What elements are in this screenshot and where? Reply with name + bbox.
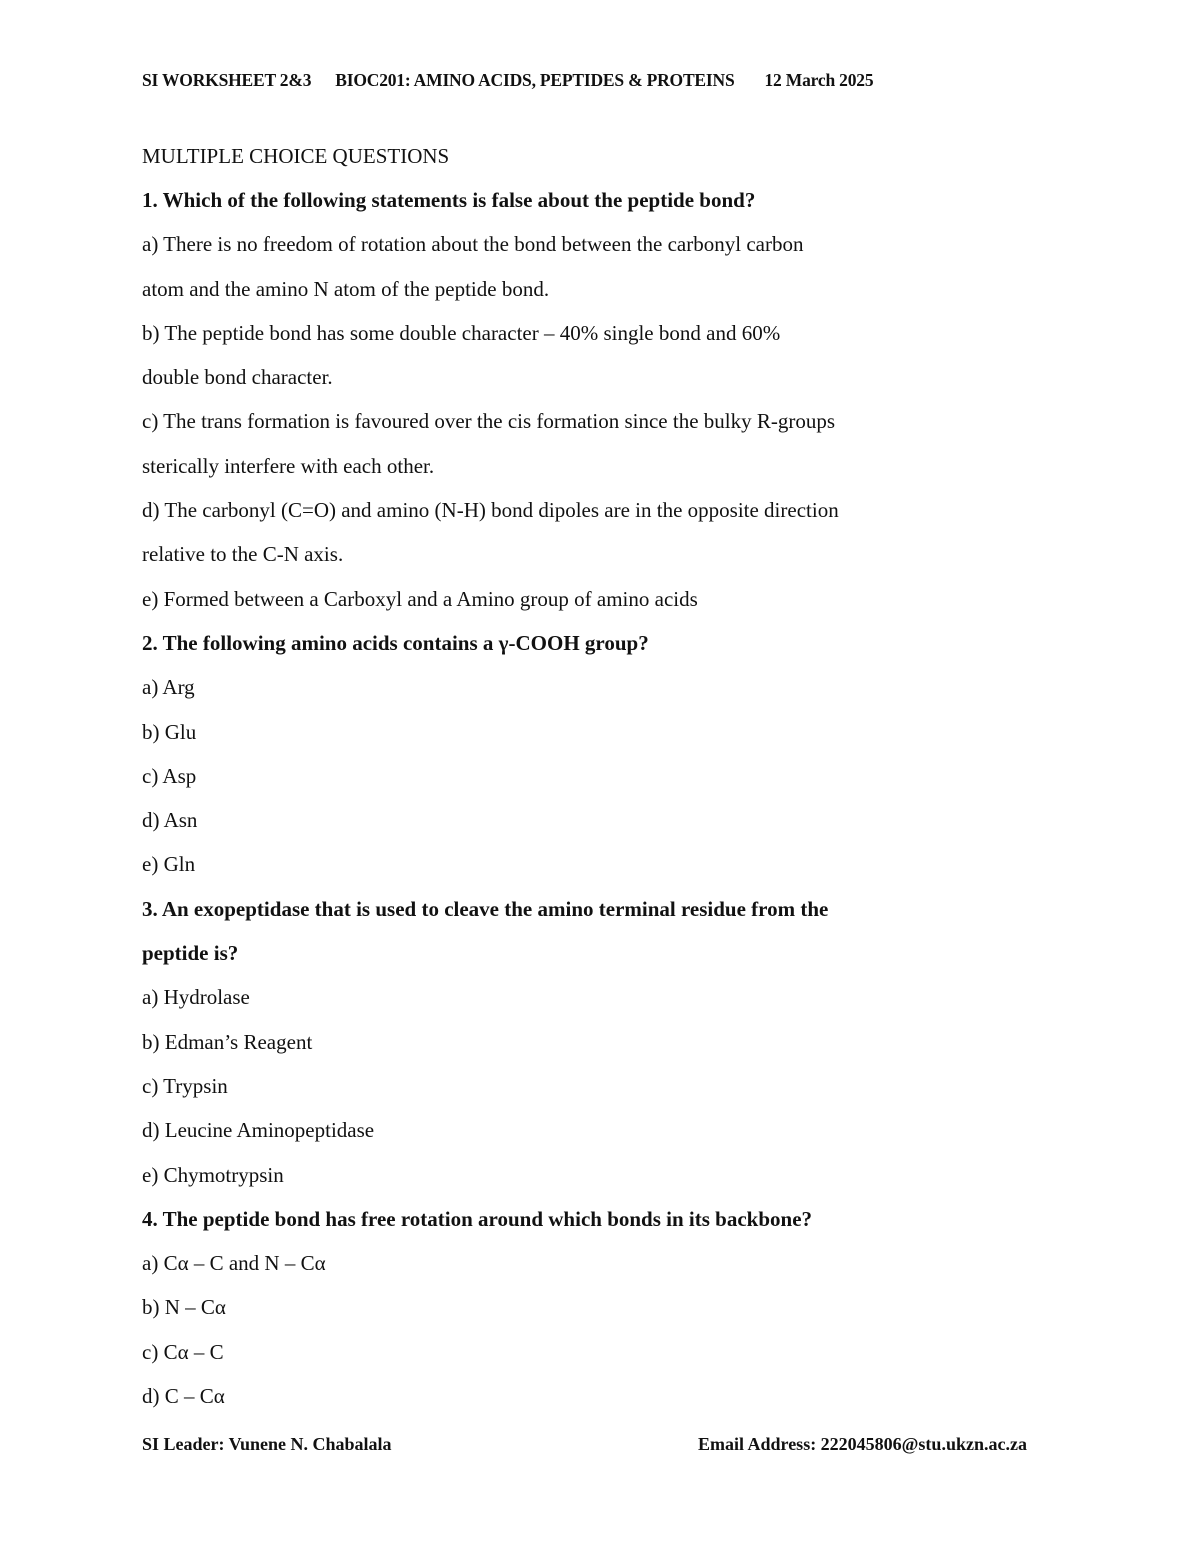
q4-option-b: b) N – Cα xyxy=(142,1295,226,1320)
q4-option-d: d) C – Cα xyxy=(142,1384,225,1409)
q2-option-a: a) Arg xyxy=(142,675,195,700)
q1-option-d: d) The carbonyl (C=O) and amino (N-H) bond dipoles are in the opposite direction xyxy=(142,498,839,523)
q1-option-a-cont: atom and the amino N atom of the peptide bond. xyxy=(142,276,550,301)
footer-si-leader: SI Leader: Vunene N. Chabalala xyxy=(142,1434,392,1454)
q1-option-e: e) Formed between a Carboxyl and a Amino group of amino acids xyxy=(142,586,698,611)
question-1: 1. Which of the following statements is false about the peptide bond? xyxy=(142,188,756,212)
q3-option-a: a) Hydrolase xyxy=(142,985,250,1010)
footer-email-address: Email Address: 222045806@stu.ukzn.ac.za xyxy=(698,1434,1027,1454)
q1-option-d-cont: relative to the C-N axis. xyxy=(142,542,344,567)
q2-option-b: b) Glu xyxy=(142,719,197,744)
section-title: MULTIPLE CHOICE QUESTIONS xyxy=(142,144,450,168)
question-2: 2. The following amino acids contains a γ-COOH group? xyxy=(142,630,649,655)
question-4: 4. The peptide bond has free rotation around which bonds in its backbone? xyxy=(142,1206,813,1231)
header-course: BIOC201: AMINO ACIDS, PEPTIDES & PROTEINS xyxy=(335,70,735,90)
page-header xyxy=(142,70,873,91)
q2-option-d: d) Asn xyxy=(142,808,198,833)
q4-option-c: c) Cα – C xyxy=(142,1339,224,1364)
header-worksheet: SI WORKSHEET 2&3 xyxy=(142,70,312,90)
q3-option-c: c) Trypsin xyxy=(142,1073,228,1098)
question-3-cont: peptide is? xyxy=(142,941,239,966)
q2-option-c: c) Asp xyxy=(142,763,197,788)
q4-option-a: a) Cα – C and N – Cα xyxy=(142,1251,326,1276)
q1-option-b-cont: double bond character. xyxy=(142,365,333,390)
q2-option-e: e) Gln xyxy=(142,852,196,877)
q1-option-a: a) There is no freedom of rotation about the bond between the carbonyl carbon xyxy=(142,232,804,257)
q1-option-c: c) The trans formation is favoured over the cis formation since the bulky R-groups xyxy=(142,409,836,434)
q1-option-b: b) The peptide bond has some double character – 40% single bond and 60% xyxy=(142,320,781,345)
q1-option-c-cont: sterically interfere with each other. xyxy=(142,453,435,478)
header-date: 12 March 2025 xyxy=(764,70,874,90)
q3-option-b: b) Edman’s Reagent xyxy=(142,1029,313,1054)
worksheet-content xyxy=(142,134,1042,1418)
q3-option-d: d) Leucine Aminopeptidase xyxy=(142,1118,375,1143)
question-3: 3. An exopeptidase that is used to cleave the amino terminal residue from the xyxy=(142,896,829,921)
q3-option-e: e) Chymotrypsin xyxy=(142,1162,284,1187)
